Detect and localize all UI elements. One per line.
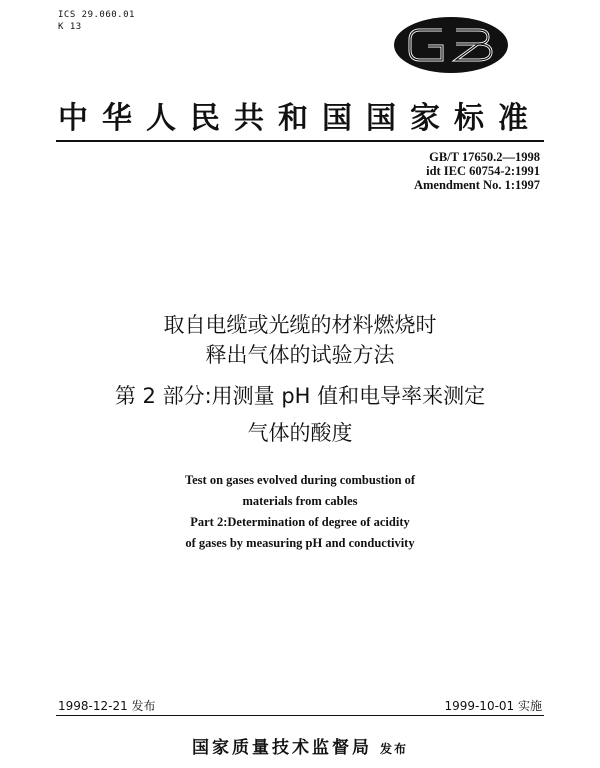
issuer-action: 发布	[379, 742, 408, 756]
en-title-line1: Test on gases evolved during combustion of	[184, 473, 416, 487]
ics-code: ICS 29.060.01	[58, 10, 135, 20]
issuer-line	[0, 733, 600, 758]
ccs-code: K 13	[58, 22, 82, 32]
cn-title-line4: 气体的酸度	[247, 421, 353, 445]
en-title-line4: of gases by measuring pH and conductivity	[185, 536, 415, 550]
en-title-line3: Part 2:Determination of degree of acidity	[190, 515, 410, 529]
cn-title-line1: 取自电缆或光缆的材料燃烧时	[163, 313, 437, 337]
issuer-name: 国家质量技术监督局	[191, 738, 372, 758]
issue-date: 1998-12-21 发布	[58, 699, 156, 713]
amendment-reference: Amendment No. 1:1997	[413, 178, 540, 192]
effective-date: 1999-10-01 实施	[444, 699, 542, 713]
footer-rule	[56, 715, 544, 716]
cn-title-line2: 释出气体的试验方法	[205, 343, 395, 367]
standard-number: GB/T 17650.2—1998	[429, 150, 540, 164]
header-rule	[56, 140, 544, 142]
idt-reference: idt IEC 60754-2:1991	[426, 164, 540, 178]
en-title-line2: materials from cables	[242, 494, 358, 508]
cn-title-line3: 第 2 部分:用测量 pH 值和电导率来测定	[114, 384, 486, 408]
national-standard-title: 中华人民共和国国家标准	[58, 101, 542, 136]
gb-logo	[392, 15, 510, 75]
